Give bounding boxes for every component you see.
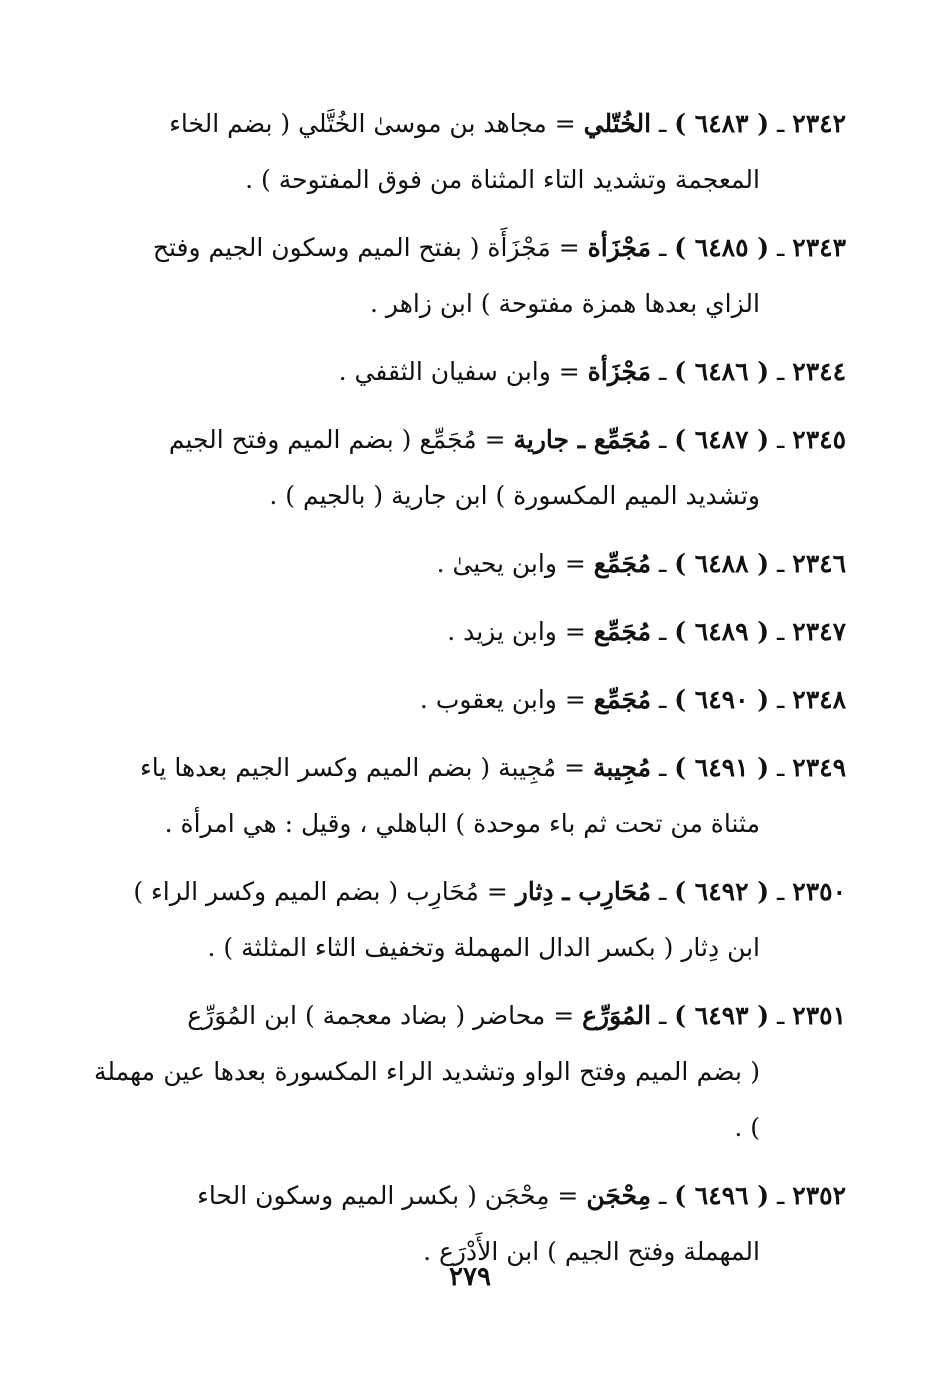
entry-headword: مَجْزَأة bbox=[587, 357, 652, 386]
entry-number: ٢٣٤٢ bbox=[792, 109, 846, 138]
entry-reference: ( ٦٤٩٠ ) bbox=[674, 685, 770, 714]
entry-headword: مُجِيبة bbox=[593, 753, 652, 782]
entry: ٢٣٤٤ ـ ( ٦٤٨٦ ) ـ مَجْزَأة = وابن سفيان الثقفي . bbox=[338, 357, 846, 386]
entry-text: = وابن يعقوب . bbox=[419, 685, 586, 714]
entry: ٢٣٤٣ ـ ( ٦٤٨٥ ) ـ مَجْزَأة = مَجْزَأَة ( بفتح الميم وسكون الجيم وفتح الزاي بعدها همزة مفتوحة ) ابن زاهر . bbox=[94, 220, 846, 332]
entry-continuation: المعجمة وتشديد التاء المثناة من فوق المفتوحة ) . bbox=[245, 165, 760, 194]
entry-headword: مَجْزَأة bbox=[587, 233, 652, 262]
entry-headword: مُجَمِّع ـ جارية bbox=[513, 425, 652, 454]
entry: ٢٣٤٩ ـ ( ٦٤٩١ ) ـ مُجِيبة = مُجِيبة ( بضم الميم وكسر الجيم بعدها ياء مثناة من تحت ثم باء موحدة ) الباهلي ، وقيل : هي امرأة . bbox=[94, 740, 846, 852]
entry-text: = وابن يزيد . bbox=[447, 617, 586, 646]
entry: ٢٣٥٢ ـ ( ٦٤٩٦ ) ـ مِحْجَن = مِحْجَن ( بكسر الميم وسكون الحاء المهملة وفتح الجيم ) ابن الأَدْرَع . bbox=[94, 1168, 846, 1280]
entry-text: = مَجْزَأَة ( بفتح الميم وسكون الجيم وفتح bbox=[152, 233, 580, 262]
entry-reference: ( ٦٤٩٦ ) bbox=[674, 1181, 770, 1210]
entry-text: = وابن يحيىٰ . bbox=[436, 549, 586, 578]
entry-text: = مجاهد بن موسىٰ الخُتَّلي ( بضم الخاء bbox=[169, 109, 576, 138]
entry-text: = مِحْجَن ( بكسر الميم وسكون الحاء bbox=[197, 1181, 579, 1210]
entry-number: ٢٣٤٨ bbox=[792, 685, 846, 714]
entry-number: ٢٣٥١ bbox=[792, 1001, 846, 1030]
entry: ٢٣٤٨ ـ ( ٦٤٩٠ ) ـ مُجَمِّع = وابن يعقوب . bbox=[419, 685, 846, 714]
entry-number: ٢٣٤٣ bbox=[792, 233, 846, 262]
entry-continuation: المهملة وفتح الجيم ) ابن الأَدْرَع . bbox=[423, 1237, 760, 1266]
entry-continuation: مثناة من تحت ثم باء موحدة ) الباهلي ، وقيل : هي امرأة . bbox=[164, 809, 760, 838]
page-body bbox=[94, 96, 846, 1292]
entry: ٢٣٥١ ـ ( ٦٤٩٣ ) ـ المُوَرِّع = محاضر ( بضاد معجمة ) ابن المُوَرِّع ( بضم الميم وفتح الواو وتشديد الراء المكسورة بعدها عين مهملة ) . bbox=[94, 988, 846, 1156]
entry-headword: مُجَمِّع bbox=[593, 549, 652, 578]
entry-reference: ( ٦٤٨٩ ) bbox=[674, 617, 770, 646]
entry-reference: ( ٦٤٩١ ) bbox=[674, 753, 770, 782]
entry-number: ٢٣٤٥ bbox=[792, 425, 846, 454]
entry-headword: مُجَمِّع bbox=[593, 685, 652, 714]
entry-number: ٢٣٤٤ bbox=[792, 357, 846, 386]
entry-text: = مُجِيبة ( بضم الميم وكسر الجيم بعدها ياء bbox=[140, 753, 586, 782]
entry-continuation: ( بضم الميم وفتح الواو وتشديد الراء المكسورة بعدها عين مهملة ) . bbox=[94, 1057, 760, 1142]
entry-number: ٢٣٥٢ bbox=[792, 1181, 846, 1210]
entry-headword: مُحَارِب ـ دِثار bbox=[515, 877, 652, 906]
entries-list bbox=[94, 96, 846, 1280]
entry-text: = مُجَمِّع ( بضم الميم وفتح الجيم bbox=[168, 425, 506, 454]
entry-number: ٢٣٤٦ bbox=[792, 549, 846, 578]
entry: ٢٣٥٠ ـ ( ٦٤٩٢ ) ـ مُحَارِب ـ دِثار = مُحَارِب ( بضم الميم وكسر الراء ) ابن دِثار ( بكسر الدال المهملة وتخفيف الثاء المثلثة ) . bbox=[94, 864, 846, 976]
entry-text: = مُحَارِب ( بضم الميم وكسر الراء ) bbox=[133, 877, 508, 906]
entry-reference: ( ٦٤٨٦ ) bbox=[674, 357, 770, 386]
entry-reference: ( ٦٤٨٨ ) bbox=[674, 549, 770, 578]
entry-number: ٢٣٥٠ bbox=[792, 877, 846, 906]
entry-number: ٢٣٤٧ bbox=[792, 617, 846, 646]
entry-text: = وابن سفيان الثقفي . bbox=[338, 357, 580, 386]
entry-continuation: ابن دِثار ( بكسر الدال المهملة وتخفيف الثاء المثلثة ) . bbox=[207, 933, 760, 962]
entry-reference: ( ٦٤٨٧ ) bbox=[674, 425, 770, 454]
entry-continuation: وتشديد الميم المكسورة ) ابن جارية ( بالجيم ) . bbox=[269, 481, 760, 510]
entry-reference: ( ٦٤٩٢ ) bbox=[674, 877, 770, 906]
entry: ٢٣٤٧ ـ ( ٦٤٨٩ ) ـ مُجَمِّع = وابن يزيد . bbox=[447, 617, 846, 646]
entry-continuation: الزاي بعدها همزة مفتوحة ) ابن زاهر . bbox=[370, 289, 760, 318]
entry-reference: ( ٦٤٨٣ ) bbox=[674, 109, 770, 138]
entry-headword: مُجَمِّع bbox=[593, 617, 652, 646]
entry-text: = محاضر ( بضاد معجمة ) ابن المُوَرِّع bbox=[187, 1001, 575, 1030]
entry: ٢٣٤٢ ـ ( ٦٤٨٣ ) ـ الخُتّلي = مجاهد بن موسىٰ الخُتَّلي ( بضم الخاء المعجمة وتشديد التاء المثناة من فوق المفتوحة ) . bbox=[94, 96, 846, 208]
entry: ٢٣٤٥ ـ ( ٦٤٨٧ ) ـ مُجَمِّع ـ جارية = مُجَمِّع ( بضم الميم وفتح الجيم وتشديد الميم المكسورة ) ابن جارية ( بالجيم ) . bbox=[94, 412, 846, 524]
entry-reference: ( ٦٤٨٥ ) bbox=[674, 233, 770, 262]
page-number: ٢٧٩ bbox=[449, 1262, 491, 1292]
entry-headword: الخُتّلي bbox=[583, 109, 652, 138]
entry-headword: المُوَرِّع bbox=[582, 1001, 652, 1030]
entry: ٢٣٤٦ ـ ( ٦٤٨٨ ) ـ مُجَمِّع = وابن يحيىٰ . bbox=[436, 549, 846, 578]
entry-reference: ( ٦٤٩٣ ) bbox=[674, 1001, 770, 1030]
entry-headword: مِحْجَن bbox=[586, 1181, 652, 1210]
entry-number: ٢٣٤٩ bbox=[792, 753, 846, 782]
